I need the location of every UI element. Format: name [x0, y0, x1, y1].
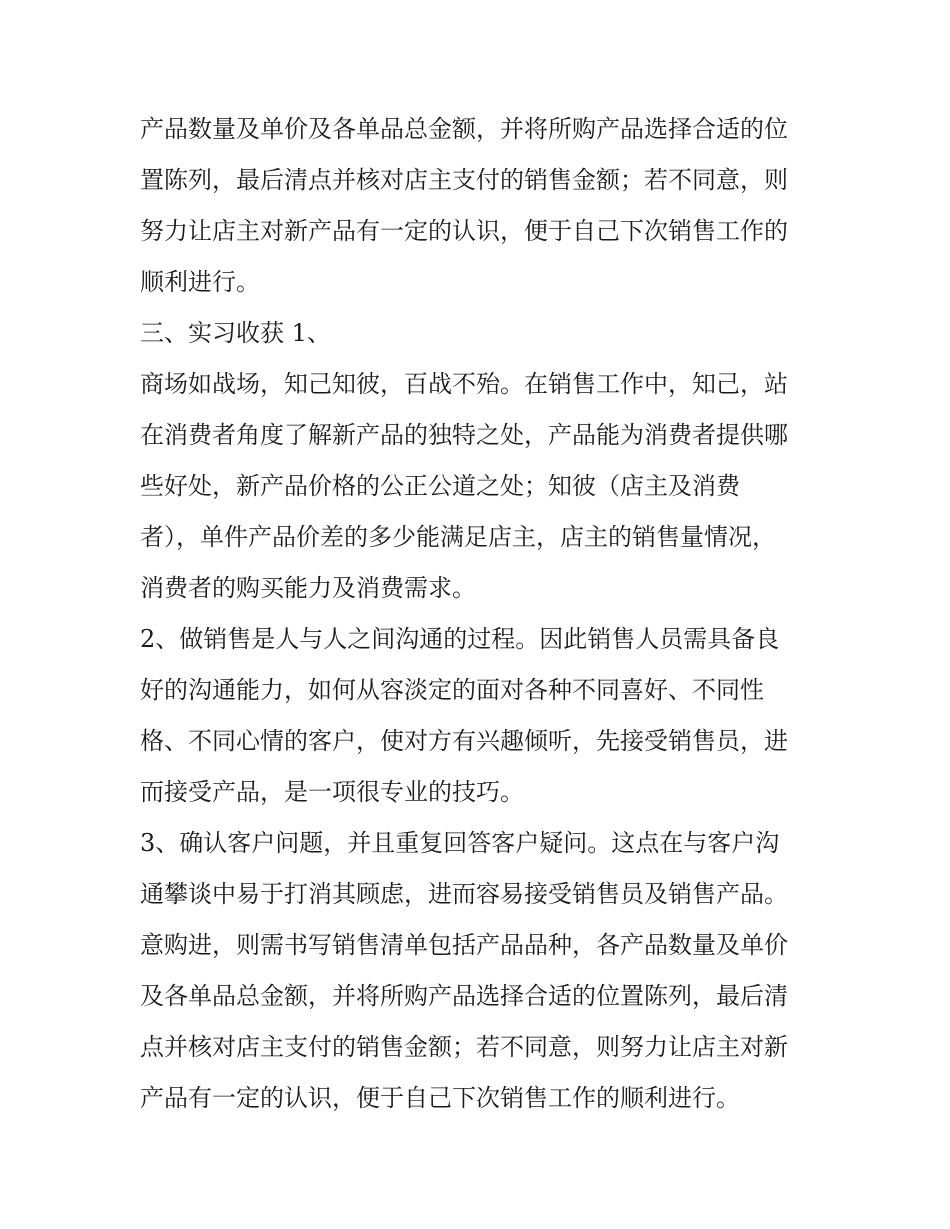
text-line: 而接受产品，是一项很专业的技巧。: [140, 778, 524, 806]
text-line: 及各单品总金额，并将所购产品选择合适的位置陈列，最后清: [140, 982, 788, 1010]
text-line: 2、做销售是人与人之间沟通的过程。因此销售人员需具备良: [140, 625, 780, 653]
text-line: 努力让店主对新产品有一定的认识，便于自己下次销售工作的: [140, 217, 788, 245]
text-line: 产品有一定的认识，便于自己下次销售工作的顺利进行。: [140, 1084, 740, 1112]
text-line: 通攀谈中易于打消其顾虑，进而容易接受销售员及销售产品。: [140, 880, 788, 908]
section-heading: 三、实习收获 1、: [140, 319, 331, 347]
body-text: [140, 104, 816, 1124]
text-line: 格、不同心情的客户，使对方有兴趣倾听，先接受销售员，进: [140, 727, 788, 755]
text-line: 3、确认客户问题，并且重复回答客户疑问。这点在与客户沟: [140, 829, 780, 857]
text-line: 商场如战场，知己知彼，百战不殆。在销售工作中，知己，站: [140, 370, 788, 398]
text-line: 意购进，则需书写销售清单包括产品品种，各产品数量及单价: [140, 931, 788, 959]
text-line: 好的沟通能力，如何从容淡定的面对各种不同喜好、不同性: [140, 676, 764, 704]
text-line: 点并核对店主支付的销售金额；若不同意，则努力让店主对新: [140, 1033, 788, 1061]
text-line: 者），单件产品价差的多少能满足店主，店主的销售量情况，: [140, 523, 776, 551]
text-line: 在消费者角度了解新产品的独特之处，产品能为消费者提供哪: [140, 421, 788, 449]
text-line: 置陈列，最后清点并核对店主支付的销售金额；若不同意，则: [140, 166, 788, 194]
text-line: 产品数量及单价及各单品总金额，并将所购产品选择合适的位: [140, 115, 788, 143]
text-line: 消费者的购买能力及消费需求。: [140, 574, 476, 602]
text-line: 顺利进行。: [140, 268, 260, 296]
text-line: 些好处，新产品价格的公正公道之处；知彼（店主及消费: [140, 472, 740, 500]
